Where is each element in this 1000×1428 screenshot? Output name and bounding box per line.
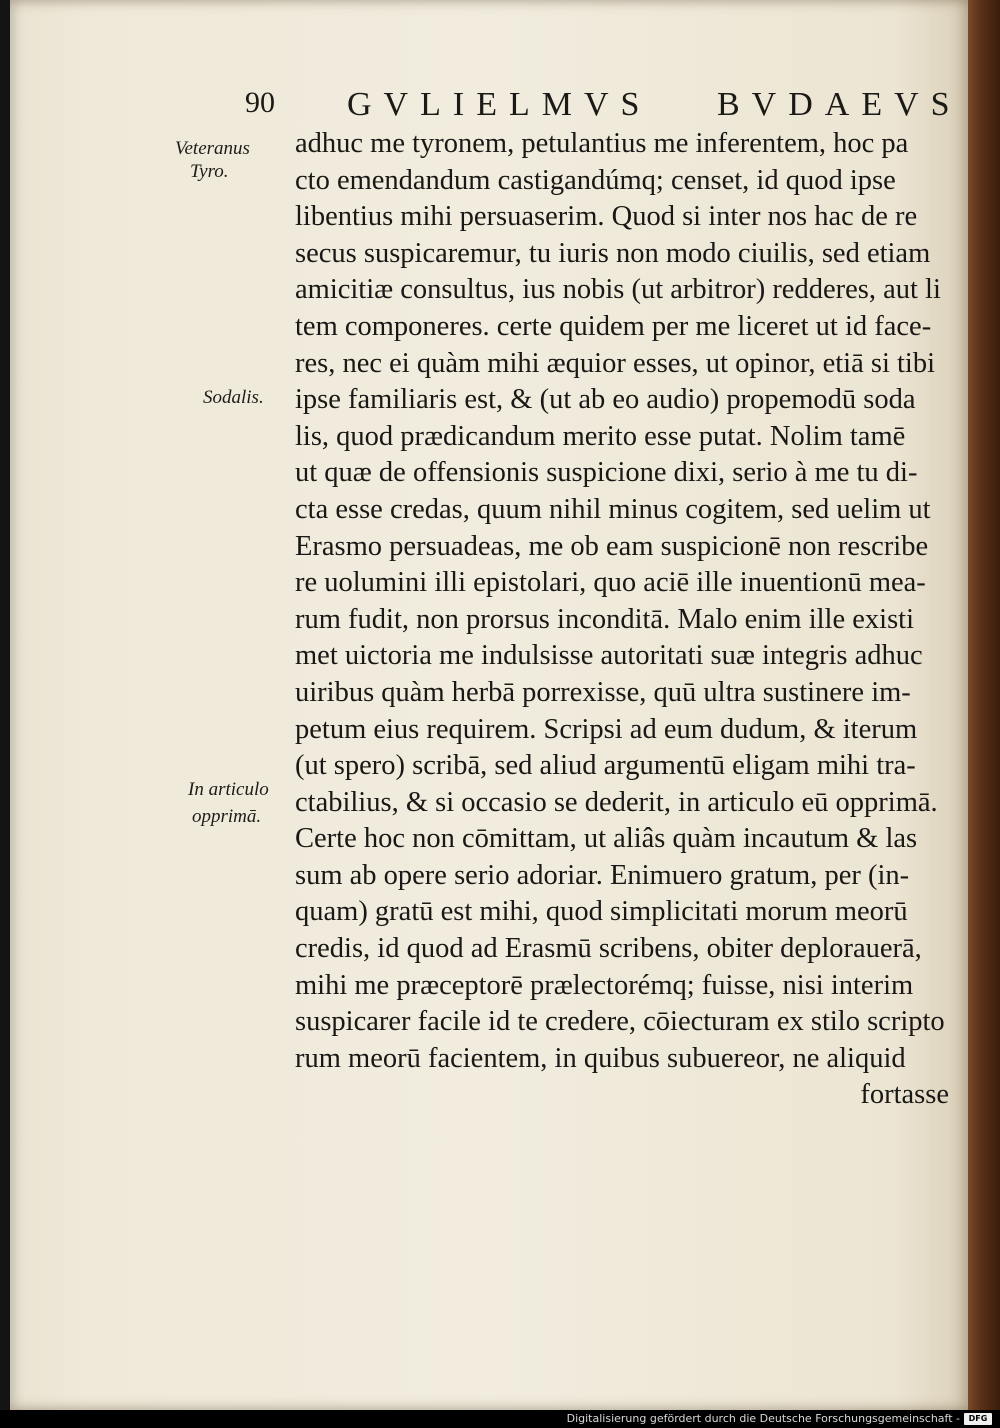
text-line: adhuc me tyronem, petulantius me inferentem, hoc pa <box>295 128 909 159</box>
margin-note: Veteranus <box>175 138 250 159</box>
text-line: cto emendandum castigandúmq; censet, id quod ipse <box>295 164 896 196</box>
margin-note: Sodalis. <box>203 387 264 408</box>
text-line: lis, quod prædicandum merito esse putat. Nolim tamē <box>295 420 906 452</box>
text-line: ctabilius, & si occasio se dederit, in articulo eū opprimā. <box>295 786 938 818</box>
text-line: mihi me præceptorē prælectorémq; fuisse, nisi interim <box>295 969 914 1001</box>
text-line: quam) gratū est mihi, quod simplicitati morum meorū <box>295 896 908 928</box>
footer-bar <box>0 1410 1000 1428</box>
text-line: Erasmo persuadeas, me ob eam suspicionē non rescribe <box>295 530 929 562</box>
book-spine-edge <box>968 0 1000 1410</box>
text-line: ut quæ de offensionis suspicione dixi, serio à me tu di- <box>295 457 918 489</box>
text-line: res, nec ei quàm mihi æquior esses, ut opinor, etiā si tibi <box>295 347 935 379</box>
body-text <box>295 126 955 1114</box>
text-line: met uictoria me indulsisse autoritati suæ integris adhuc <box>295 640 923 672</box>
text-line: sum ab opere serio adoriar. Enimuero gratum, per (in- <box>295 859 910 891</box>
margin-note: opprimā. <box>192 806 262 827</box>
book-page <box>10 0 972 1410</box>
running-head <box>245 86 962 126</box>
text-line: rum fudit, non prorsus inconditā. Malo enim ille existi <box>295 603 914 635</box>
text-line: tem componeres. certe quidem per me liceret ut id face- <box>295 310 932 342</box>
text-line: petum eius requirem. Scripsi ad eum dudum, & iterum <box>295 713 918 745</box>
text-line: rum meorū facientem, in quibus subuereor, ne aliquid <box>295 1042 906 1074</box>
running-head-author: GVLIELMVS <box>347 86 652 123</box>
margin-note: Tyro. <box>190 161 229 182</box>
dfg-logo-icon: DFG <box>964 1413 992 1425</box>
text-line: secus suspicaremur, tu iuris non modo ciuilis, sed etiam <box>295 237 931 269</box>
text-line: ipse familiaris est, & (ut ab eo audio) propemodū soda <box>295 384 916 416</box>
text-line: Certe hoc non cōmittam, ut aliâs quàm incautum & las <box>295 823 918 855</box>
footer-credit: Digitalisierung gefördert durch die Deutsche Forschungsgemeinschaft - <box>566 1412 960 1425</box>
text-line: uiribus quàm herbā porrexisse, quū ultra sustinere im- <box>295 676 911 708</box>
text-line: cta esse credas, quum nihil minus cogitem, sed uelim ut <box>295 493 931 525</box>
text-line: credis, id quod ad Erasmū scribens, obiter deplorauerā, <box>295 933 922 965</box>
text-line: suspicarer facile id te credere, cōiecturam ex stilo scripto <box>295 1006 945 1038</box>
text-line: (ut spero) scribā, sed aliud argumentū eligam mihi tra- <box>295 750 916 782</box>
running-head-name: BVDAEVS <box>717 86 962 123</box>
page-number: 90 <box>245 86 275 119</box>
text-line: re uolumini illi epistolari, quo aciē ille inuentionū mea- <box>295 567 926 599</box>
catchword: fortasse <box>860 1079 949 1111</box>
margin-note: In articulo <box>188 779 269 800</box>
text-line: libentius mihi persuaserim. Quod si inter nos hac de re <box>295 201 918 233</box>
text-line: amicitiæ consultus, ius nobis (ut arbitror) redderes, aut li <box>295 274 941 306</box>
